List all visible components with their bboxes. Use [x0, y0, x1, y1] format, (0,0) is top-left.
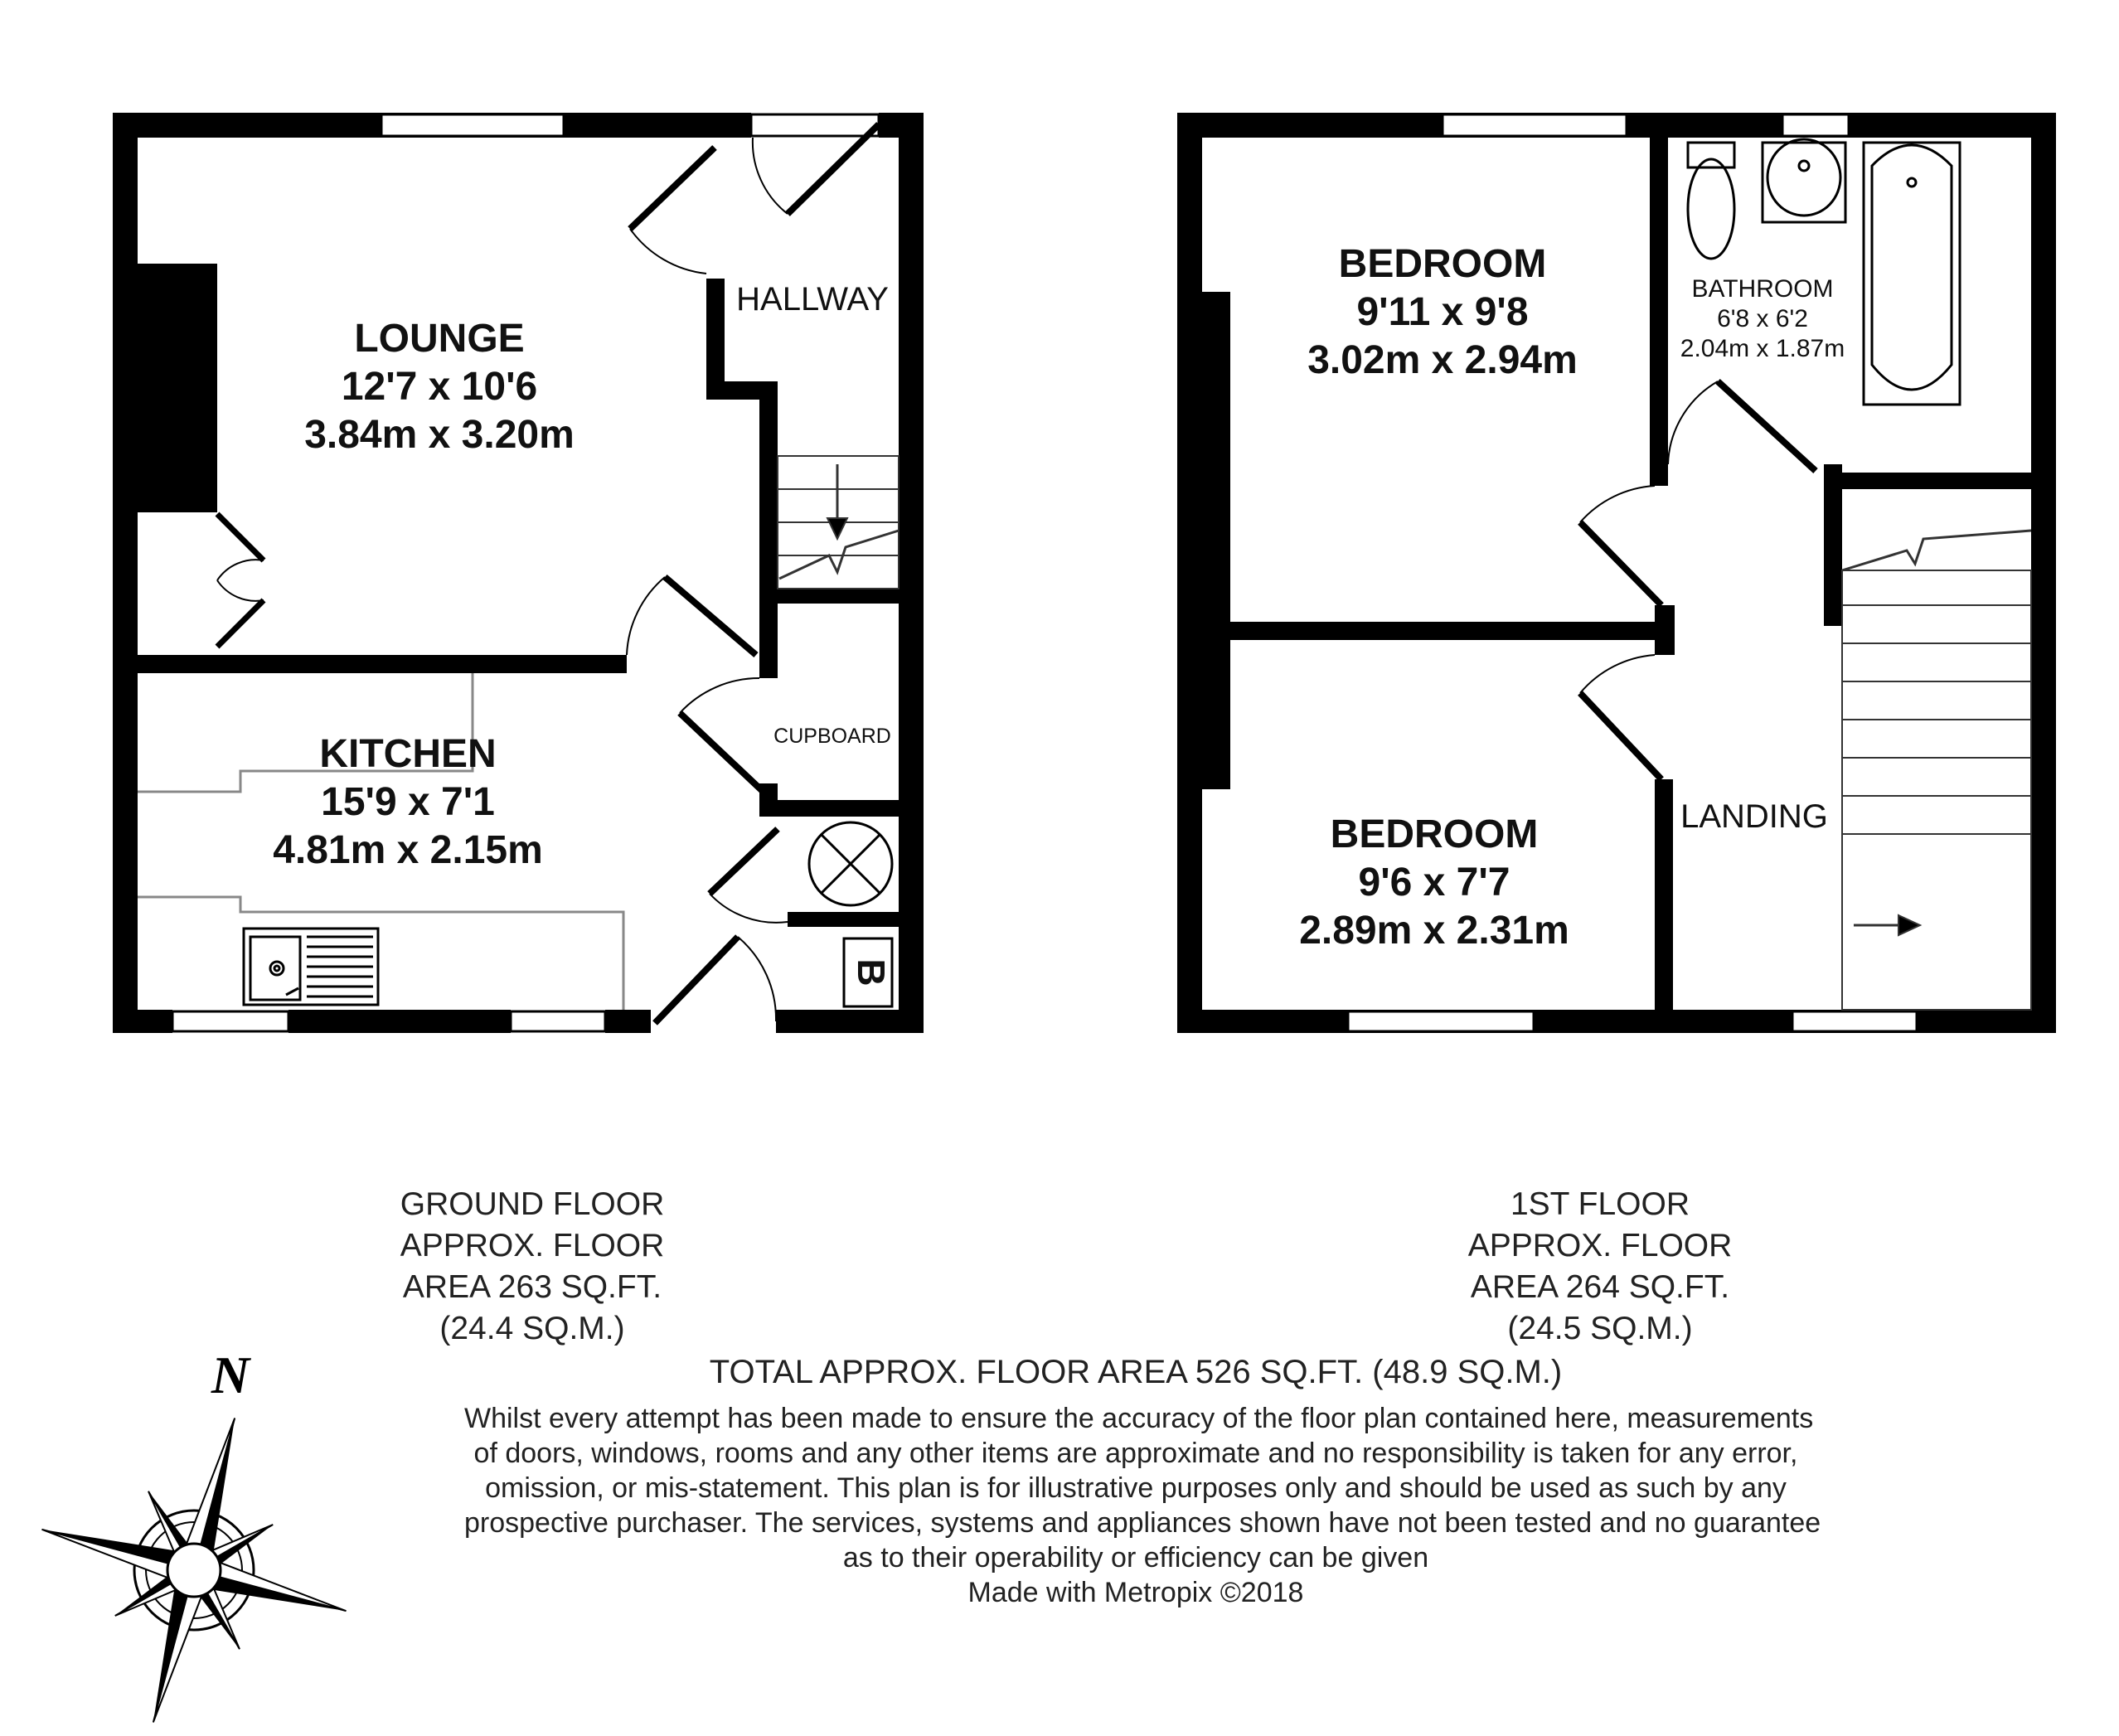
bathroom-name: BATHROOM: [1691, 275, 1834, 303]
first-floor-caption-line: 1ST FLOOR: [1510, 1186, 1690, 1222]
first-floor-caption: [1351, 1184, 1849, 1350]
kitchen-imperial: 15'9 x 7'1: [321, 780, 495, 824]
hallway-name: HALLWAY: [736, 281, 889, 318]
disclaimer-line: prospective purchaser. The services, systems and appliances shown have not been tested and no guarantee: [464, 1507, 1821, 1539]
bedroom-2-metric: 2.89m x 2.31m: [1299, 909, 1569, 953]
total-floor-area: TOTAL APPROX. FLOOR AREA 526 SQ.FT. (48.9 SQ.M.): [709, 1354, 1563, 1390]
bathroom-imperial: 6'8 x 6'2: [1717, 305, 1808, 332]
ground-floor-caption-line: (24.4 SQ.M.): [439, 1311, 625, 1346]
bedroom-1-name: BEDROOM: [1338, 242, 1547, 286]
first-floor-caption-line: AREA 264 SQ.FT.: [1470, 1269, 1730, 1305]
bedroom-2-imperial: 9'6 x 7'7: [1358, 861, 1510, 904]
ground-floor-walls: [113, 113, 924, 1033]
ground-floor-caption-line: APPROX. FLOOR: [400, 1228, 665, 1263]
first-floor-caption-line: APPROX. FLOOR: [1467, 1228, 1733, 1263]
disclaimer-line: omission, or mis-statement. This plan is for illustrative purposes only and should be used as such by any: [485, 1472, 1787, 1504]
lounge-imperial: 12'7 x 10'6: [341, 365, 538, 409]
boiler-icon: [844, 938, 893, 1006]
disclaimer-line: Whilst every attempt has been made to ensure the accuracy of the floor plan contained here, measurements: [464, 1403, 1814, 1434]
bedroom-2-name: BEDROOM: [1330, 812, 1539, 856]
ground-floor-caption-line: GROUND FLOOR: [400, 1186, 665, 1222]
lounge-name: LOUNGE: [354, 317, 525, 361]
cupboard-name: CUPBOARD: [773, 725, 891, 748]
ground-floor-caption-line: AREA 263 SQ.FT.: [402, 1269, 662, 1305]
compass-north-label: N: [211, 1346, 250, 1404]
bathroom-metric: 2.04m x 1.87m: [1680, 335, 1845, 362]
ground-floor-stairs: [778, 456, 899, 589]
ground-floor-plan: [113, 113, 924, 1033]
lounge-metric: 3.84m x 3.20m: [304, 413, 575, 457]
first-floor-stairs: [1842, 531, 2031, 1010]
kitchen-name: KITCHEN: [319, 732, 497, 776]
cylinder-icon: [809, 822, 892, 905]
metropix-credit: Made with Metropix ©2018: [967, 1577, 1304, 1608]
toilet-icon: [1688, 143, 1734, 259]
kitchen-metric: 4.81m x 2.15m: [273, 828, 543, 872]
first-floor-plan: [1177, 113, 2056, 1033]
disclaimer-line: of doors, windows, rooms and any other items are approximate and no responsibility is taken for any error,: [473, 1438, 1798, 1469]
bedroom-1-metric: 3.02m x 2.94m: [1307, 338, 1578, 382]
bath-icon: [1864, 143, 1960, 405]
basin-icon: [1763, 139, 1845, 222]
ground-floor-doors: [217, 124, 879, 1023]
first-floor-doors: [1580, 381, 1816, 779]
compass-rose-icon: [1, 1346, 386, 1736]
bedroom-1-imperial: 9'11 x 9'8: [1356, 290, 1529, 334]
landing-name: LANDING: [1680, 798, 1828, 835]
first-floor-caption-line: (24.5 SQ.M.): [1507, 1311, 1693, 1346]
ground-floor-caption: [284, 1184, 781, 1350]
first-floor-walls: [1177, 113, 2056, 1033]
disclaimer: [464, 1401, 1821, 1610]
boiler-label: B: [849, 958, 893, 987]
disclaimer-line: as to their operability or efficiency can be given: [842, 1542, 1429, 1574]
sink-icon: [244, 929, 378, 1005]
